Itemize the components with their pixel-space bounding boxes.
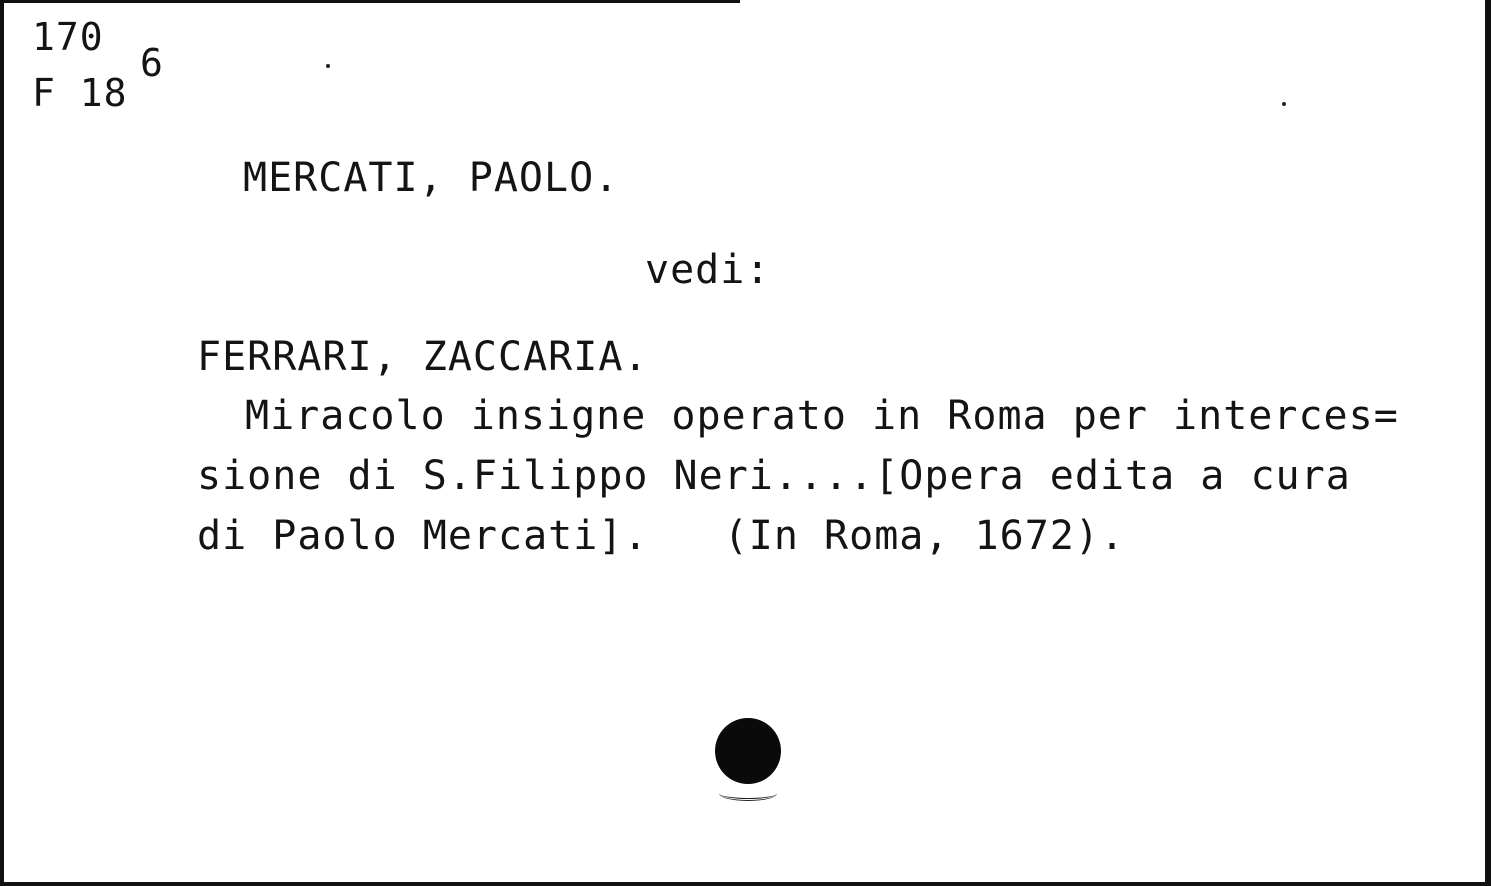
- card-top-edge: [0, 0, 740, 3]
- speck-mark: [326, 64, 330, 68]
- entry-title-line: sione di S.Filippo Neri....[Opera edita a cura: [197, 453, 1351, 499]
- card-left-edge: [0, 0, 4, 886]
- speck-mark: [1282, 102, 1286, 106]
- punch-hole-disc: [715, 718, 781, 784]
- entry-title-line: di Paolo Mercati]. (In Roma, 1672).: [197, 513, 1126, 559]
- card-right-edge: [1485, 0, 1491, 886]
- card-bottom-edge: [0, 882, 1491, 886]
- call-number-superscript: 6: [140, 41, 163, 85]
- entry-title-line: Miracolo insigne operato in Roma per interces=: [245, 393, 1399, 439]
- punch-hole: [713, 718, 783, 790]
- punch-hole-shadow: [719, 786, 777, 801]
- heading-name: MERCATI, PAOLO.: [243, 155, 620, 201]
- see-reference: vedi:: [645, 247, 771, 293]
- call-number-line2: F 18: [32, 71, 128, 115]
- call-number-line1: 170: [32, 15, 104, 59]
- entry-author: FERRARI, ZACCARIA.: [197, 334, 649, 380]
